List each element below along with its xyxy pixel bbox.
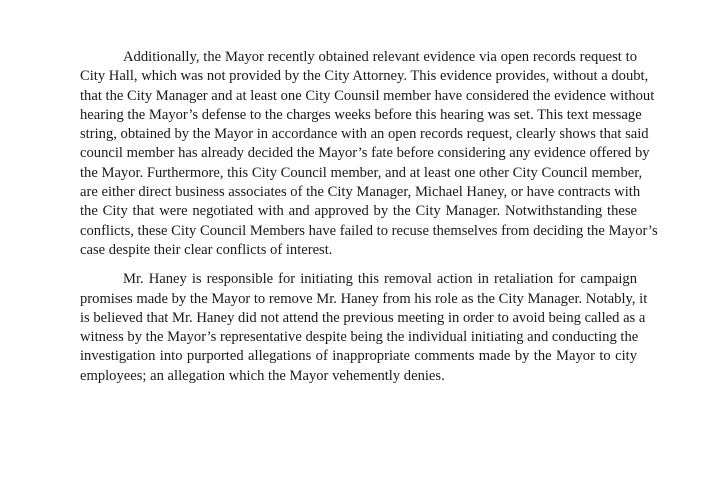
- text-line: case despite their clear conflicts of interest.: [80, 241, 333, 258]
- text-line: witness by the Mayor’s representative despite being the individual initiating and conducting the: [80, 329, 639, 346]
- text-line: promises made by the Mayor to remove Mr. Haney from his role as the City Manager. Notably, it: [80, 290, 648, 307]
- text-line: string, obtained by the Mayor in accordance with an open records request, clearly shows that said: [80, 126, 649, 143]
- text-line: the City that were negotiated with and approved by the City Manager. Notwithstanding these: [80, 203, 637, 220]
- text-line: is believed that Mr. Haney did not attend the previous meeting in order to avoid being called as a: [80, 309, 646, 326]
- text-line: that the City Manager and at least one City Counsil member have considered the evidence without: [80, 87, 655, 104]
- text-line: the Mayor. Furthermore, this City Council member, and at least one other City Council member,: [80, 164, 643, 181]
- text-line: employees; an allegation which the Mayor vehemently denies.: [80, 367, 445, 384]
- text-line: investigation into purported allegations of inappropriate comments made by the Mayor to city: [80, 348, 637, 365]
- text-line: Additionally, the Mayor recently obtained relevant evidence via open records request to: [123, 49, 637, 65]
- text-line: Mr. Haney is responsible for initiating this removal action in retaliation for campaign: [123, 271, 637, 288]
- text-line: conflicts, these City Council Members have failed to recuse themselves from deciding the Mayor’s: [80, 222, 658, 239]
- paragraph-evidence: [80, 48, 658, 260]
- document-page: [80, 48, 658, 396]
- text-line: City Hall, which was not provided by the City Attorney. This evidence provides, without a doubt,: [80, 68, 649, 85]
- text-line: council member has already decided the Mayor’s fate before considering any evidence offered by: [80, 145, 650, 162]
- text-line: hearing the Mayor’s defense to the charges weeks before this hearing was set. This text message: [80, 106, 642, 123]
- paragraph-haney: [80, 270, 648, 386]
- text-line: are either direct business associates of the City Manager, Michael Haney, or have contracts with: [80, 184, 641, 201]
